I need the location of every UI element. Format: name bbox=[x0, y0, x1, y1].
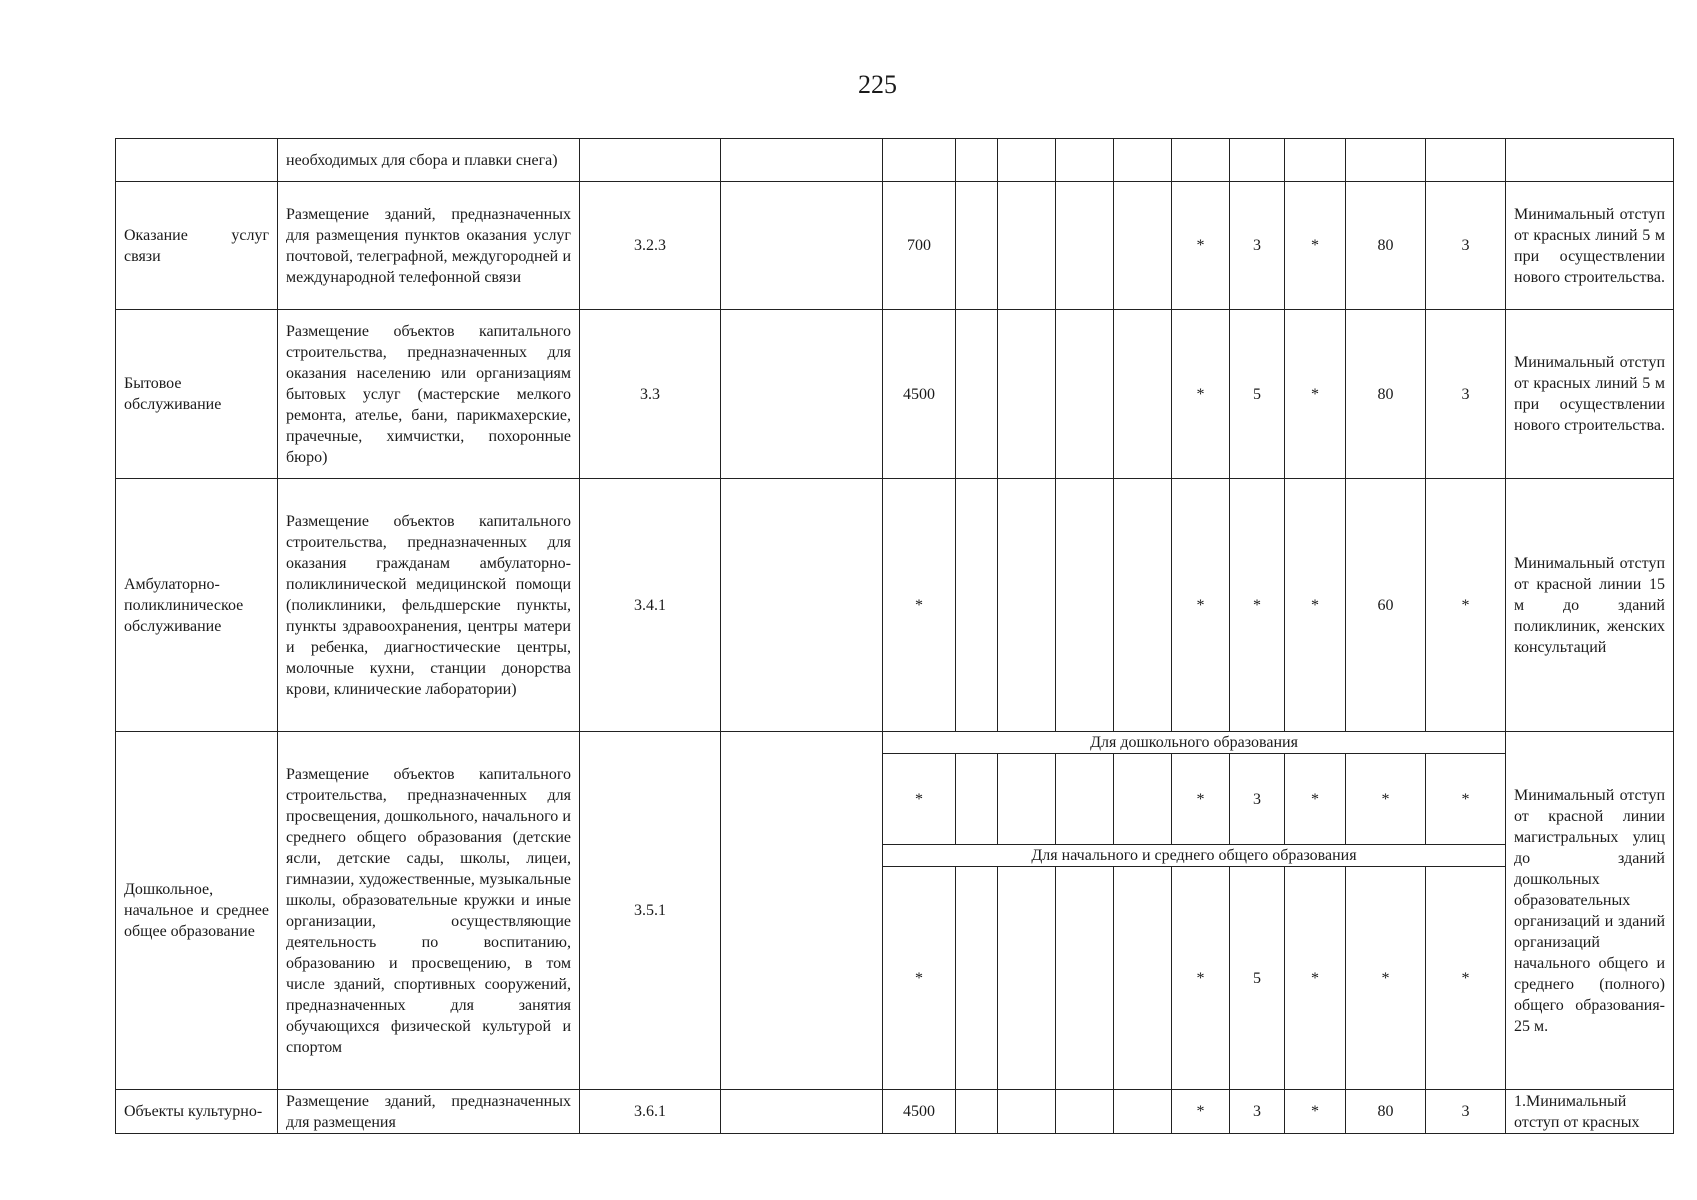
value-cell: 3 bbox=[1230, 754, 1285, 845]
value-cell bbox=[998, 139, 1056, 182]
value-cell: 3 bbox=[1230, 182, 1285, 310]
empty-cell bbox=[721, 310, 883, 479]
value-cell bbox=[1346, 139, 1426, 182]
value-cell: 3 bbox=[1426, 182, 1506, 310]
value-cell: 80 bbox=[1346, 182, 1426, 310]
value-cell: * bbox=[1230, 479, 1285, 732]
value-cell: * bbox=[1285, 867, 1346, 1090]
value-cell: * bbox=[1426, 867, 1506, 1090]
value-cell: * bbox=[1172, 867, 1230, 1090]
value-cell: * bbox=[1172, 182, 1230, 310]
value-cell bbox=[1056, 479, 1114, 732]
row-note: Минимальный отступ от красной линии 15 м до зданий поликлиник, женских консультаций bbox=[1506, 479, 1674, 732]
value-cell: 60 bbox=[1346, 479, 1426, 732]
value-cell bbox=[1056, 182, 1114, 310]
row-code: 3.6.1 bbox=[580, 1090, 721, 1134]
table-row bbox=[116, 182, 1674, 310]
row-description: Размещение зданий, предназначенных для размещения bbox=[278, 1090, 580, 1134]
value-cell: 3 bbox=[1426, 310, 1506, 479]
value-cell bbox=[1172, 139, 1230, 182]
row-code: 3.3 bbox=[580, 310, 721, 479]
value-cell: * bbox=[1172, 754, 1230, 845]
value-cell bbox=[956, 867, 998, 1090]
land-use-regulations-table bbox=[115, 138, 1674, 1134]
value-cell bbox=[956, 1090, 998, 1134]
value-cell bbox=[956, 310, 998, 479]
value-cell: * bbox=[1285, 182, 1346, 310]
value-cell bbox=[1114, 1090, 1172, 1134]
value-cell: 4500 bbox=[883, 310, 956, 479]
row-name: Дошкольное, начальное и среднее общее образование bbox=[116, 732, 278, 1090]
value-cell: 4500 bbox=[883, 1090, 956, 1134]
value-cell: * bbox=[1346, 867, 1426, 1090]
value-cell bbox=[1426, 139, 1506, 182]
row-description: Размещение объектов капитального строительства, предназначенных для просвещения, дошкольного, начального и среднего общего образования (детские ясли, детские сады, школы, лицеи, гимназии, художественные, музыкальные школы, образовательные кружки и иные организации, осуществляющие деятельность по воспитанию, образованию и просвещению, в том числе зданий, спортивных сооружений, предназначенных для занятия обучающихся физической культурой и спортом bbox=[278, 732, 580, 1090]
value-cell bbox=[1056, 1090, 1114, 1134]
subsection-heading: Для начального и среднего общего образования bbox=[883, 845, 1506, 867]
table-row bbox=[116, 139, 1674, 182]
row-name: Бытовое обслуживание bbox=[116, 310, 278, 479]
table-row bbox=[116, 310, 1674, 479]
value-cell: 5 bbox=[1230, 867, 1285, 1090]
value-cell: * bbox=[1172, 1090, 1230, 1134]
row-note: Минимальный отступ от красных линий 5 м при осуществлении нового строительства. bbox=[1506, 182, 1674, 310]
empty-cell bbox=[721, 479, 883, 732]
row-code: 3.2.3 bbox=[580, 182, 721, 310]
row-name: Оказание услуг связи bbox=[116, 182, 278, 310]
value-cell bbox=[1114, 754, 1172, 845]
value-cell bbox=[1056, 754, 1114, 845]
value-cell: 3 bbox=[1426, 1090, 1506, 1134]
value-cell bbox=[956, 754, 998, 845]
value-cell: * bbox=[1426, 479, 1506, 732]
page-number: 225 bbox=[858, 70, 897, 99]
value-cell bbox=[956, 182, 998, 310]
value-cell bbox=[1285, 139, 1346, 182]
empty-cell bbox=[721, 1090, 883, 1134]
table-row bbox=[116, 479, 1674, 732]
subsection-heading: Для дошкольного образования bbox=[883, 732, 1506, 754]
value-cell: * bbox=[1172, 479, 1230, 732]
value-cell bbox=[1114, 867, 1172, 1090]
value-cell bbox=[1230, 139, 1285, 182]
value-cell: 700 bbox=[883, 182, 956, 310]
value-cell bbox=[1056, 139, 1114, 182]
value-cell: * bbox=[1285, 310, 1346, 479]
value-cell bbox=[998, 479, 1056, 732]
value-cell: * bbox=[1285, 754, 1346, 845]
value-cell: * bbox=[883, 754, 956, 845]
row-description: Размещение объектов капитального строительства, предназначенных для оказания гражданам амбулаторно-поликлинической медицинской помощи (поликлиники, фельдшерские пункты, пункты здравоохранения, центры матери и ребенка, диагностические центры, молочные кухни, станции донорства крови, клинические лаборатории) bbox=[278, 479, 580, 732]
value-cell bbox=[998, 310, 1056, 479]
row-name bbox=[116, 139, 278, 182]
value-cell bbox=[1056, 867, 1114, 1090]
row-description: Размещение зданий, предназначенных для размещения пунктов оказания услуг почтовой, телеграфной, междугородней и международной телефонной связи bbox=[278, 182, 580, 310]
row-note bbox=[1506, 139, 1674, 182]
row-code: 3.5.1 bbox=[580, 732, 721, 1090]
value-cell bbox=[1114, 182, 1172, 310]
value-cell bbox=[998, 867, 1056, 1090]
row-code: 3.4.1 bbox=[580, 479, 721, 732]
table-row bbox=[116, 732, 1674, 754]
value-cell bbox=[1114, 139, 1172, 182]
value-cell: * bbox=[883, 867, 956, 1090]
value-cell: * bbox=[1346, 754, 1426, 845]
row-name: Амбулаторно-поликлиническое обслуживание bbox=[116, 479, 278, 732]
row-description: необходимых для сбора и плавки снега) bbox=[278, 139, 580, 182]
row-note: Минимальный отступ от красной линии магистральных улиц до зданий дошкольных образовательных организаций и зданий организаций начального общего и среднего (полного) общего образования- 25 м. bbox=[1506, 732, 1674, 1090]
empty-cell bbox=[721, 139, 883, 182]
value-cell bbox=[1114, 479, 1172, 732]
value-cell: 80 bbox=[1346, 310, 1426, 479]
value-cell: * bbox=[883, 479, 956, 732]
value-cell bbox=[998, 1090, 1056, 1134]
value-cell: * bbox=[1172, 310, 1230, 479]
value-cell: 5 bbox=[1230, 310, 1285, 479]
value-cell bbox=[883, 139, 956, 182]
value-cell: * bbox=[1285, 1090, 1346, 1134]
empty-cell bbox=[721, 182, 883, 310]
value-cell: * bbox=[1426, 754, 1506, 845]
row-note: 1.Минимальный отступ от красных bbox=[1506, 1090, 1674, 1134]
row-description: Размещение объектов капитального строительства, предназначенных для оказания населению или организациям бытовых услуг (мастерские мелкого ремонта, ателье, бани, парикмахерские, прачечные, химчистки, похоронные бюро) bbox=[278, 310, 580, 479]
table-row bbox=[116, 1090, 1674, 1134]
value-cell: * bbox=[1285, 479, 1346, 732]
value-cell bbox=[956, 139, 998, 182]
value-cell bbox=[998, 182, 1056, 310]
empty-cell bbox=[721, 732, 883, 1090]
value-cell bbox=[998, 754, 1056, 845]
value-cell: 3 bbox=[1230, 1090, 1285, 1134]
row-name: Объекты культурно- bbox=[116, 1090, 278, 1134]
row-code bbox=[580, 139, 721, 182]
value-cell bbox=[1114, 310, 1172, 479]
value-cell bbox=[1056, 310, 1114, 479]
value-cell bbox=[956, 479, 998, 732]
row-note: Минимальный отступ от красных линий 5 м при осуществлении нового строительства. bbox=[1506, 310, 1674, 479]
value-cell: 80 bbox=[1346, 1090, 1426, 1134]
